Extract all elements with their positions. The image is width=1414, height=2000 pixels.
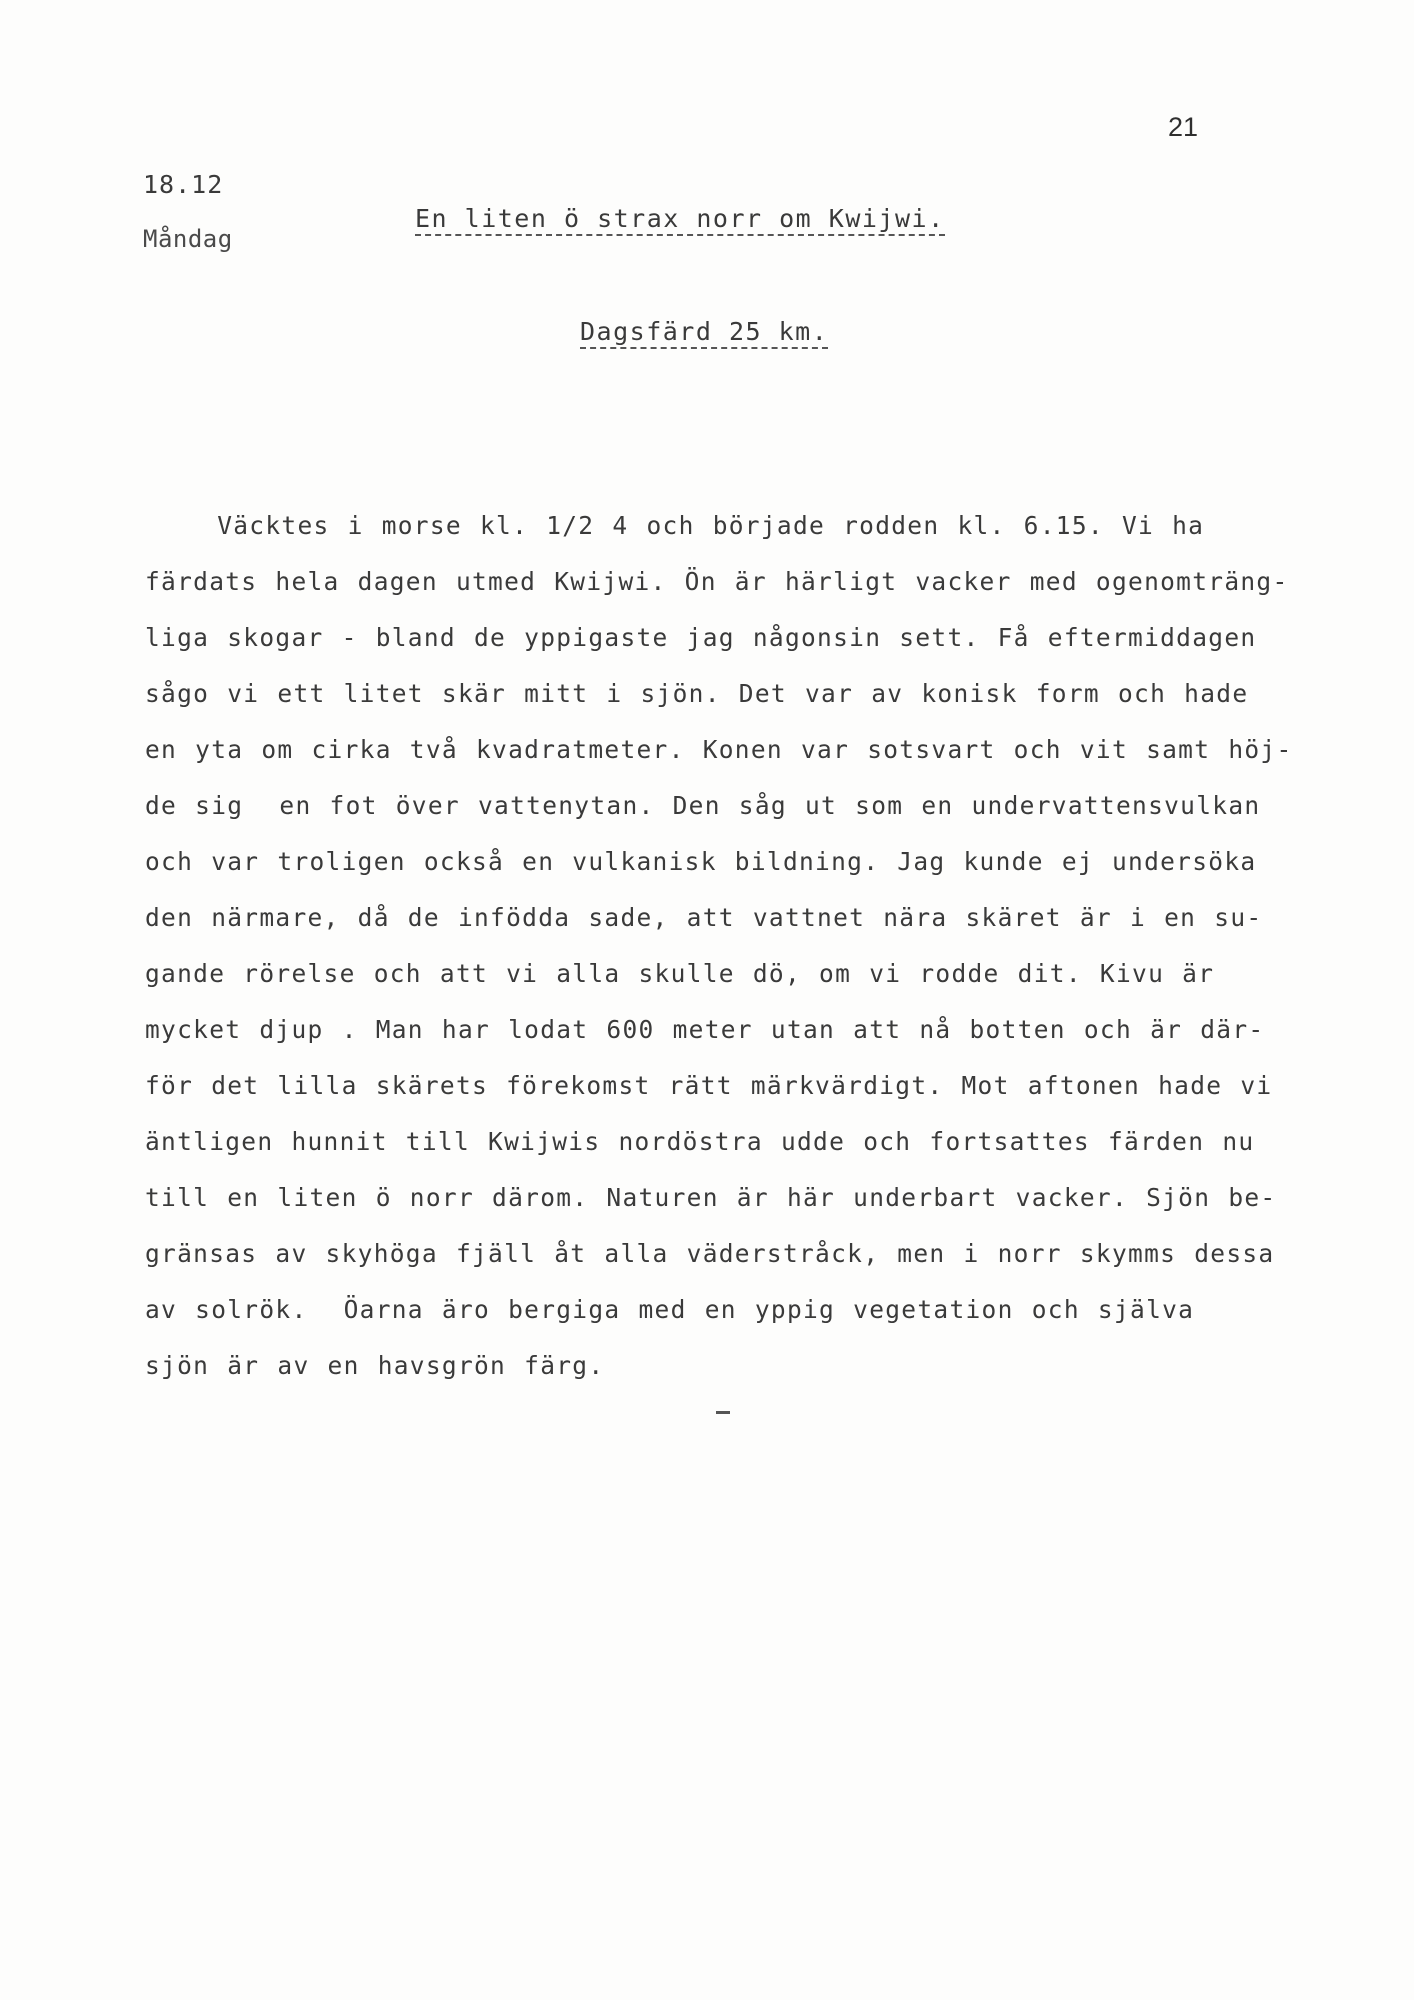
entry-date: 18.12 <box>143 170 224 199</box>
body-line: Väcktes i morse kl. 1/2 4 och började rodden kl. 6.15. Vi ha <box>145 511 1205 540</box>
day-distance-heading: Dagsfärd 25 km. <box>580 318 828 349</box>
body-line: den närmare, då de infödda sade, att vattnet nära skäret är i en su- <box>145 903 1263 932</box>
body-line: sågo vi ett litet skär mitt i sjön. Det var av konisk form och hade <box>145 679 1249 708</box>
body-line: en yta om cirka två kvadratmeter. Konen var sotsvart och vit samt höj- <box>145 735 1293 764</box>
entry-weekday: Måndag <box>143 225 233 253</box>
body-line: av solrök. Öarna äro bergiga med en yppig vegetation och själva <box>145 1295 1195 1324</box>
body-line: de sig en fot över vattenytan. Den såg ut som en undervattensvulkan <box>145 791 1261 820</box>
entry-title: En liten ö strax norr om Kwijwi. <box>415 205 945 236</box>
body-line: gränsas av skyhöga fjäll åt alla väderstråck, men i norr skymms dessa <box>145 1239 1275 1268</box>
page-number: 21 <box>1168 112 1199 142</box>
end-mark-dash <box>716 1411 730 1414</box>
body-line: gande rörelse och att vi alla skulle dö, om vi rodde dit. Kivu är <box>145 959 1215 988</box>
body-line: liga skogar - bland de yppigaste jag någonsin sett. Få eftermiddagen <box>145 623 1257 652</box>
body-text <box>145 498 1375 1394</box>
body-line: till en liten ö norr därom. Naturen är här underbart vacker. Sjön be- <box>145 1183 1277 1212</box>
body-line: för det lilla skärets förekomst rätt märkvärdigt. Mot aftonen hade vi <box>145 1071 1273 1100</box>
body-line: färdats hela dagen utmed Kwijwi. Ön är härligt vacker med ogenomträng- <box>145 567 1289 596</box>
body-line: äntligen hunnit till Kwijwis nordöstra udde och fortsattes färden nu <box>145 1127 1255 1156</box>
body-line: sjön är av en havsgrön färg. <box>145 1351 605 1380</box>
body-line: och var troligen också en vulkanisk bildning. Jag kunde ej undersöka <box>145 847 1257 876</box>
body-line: mycket djup . Man har lodat 600 meter utan att nå botten och är där- <box>145 1015 1265 1044</box>
